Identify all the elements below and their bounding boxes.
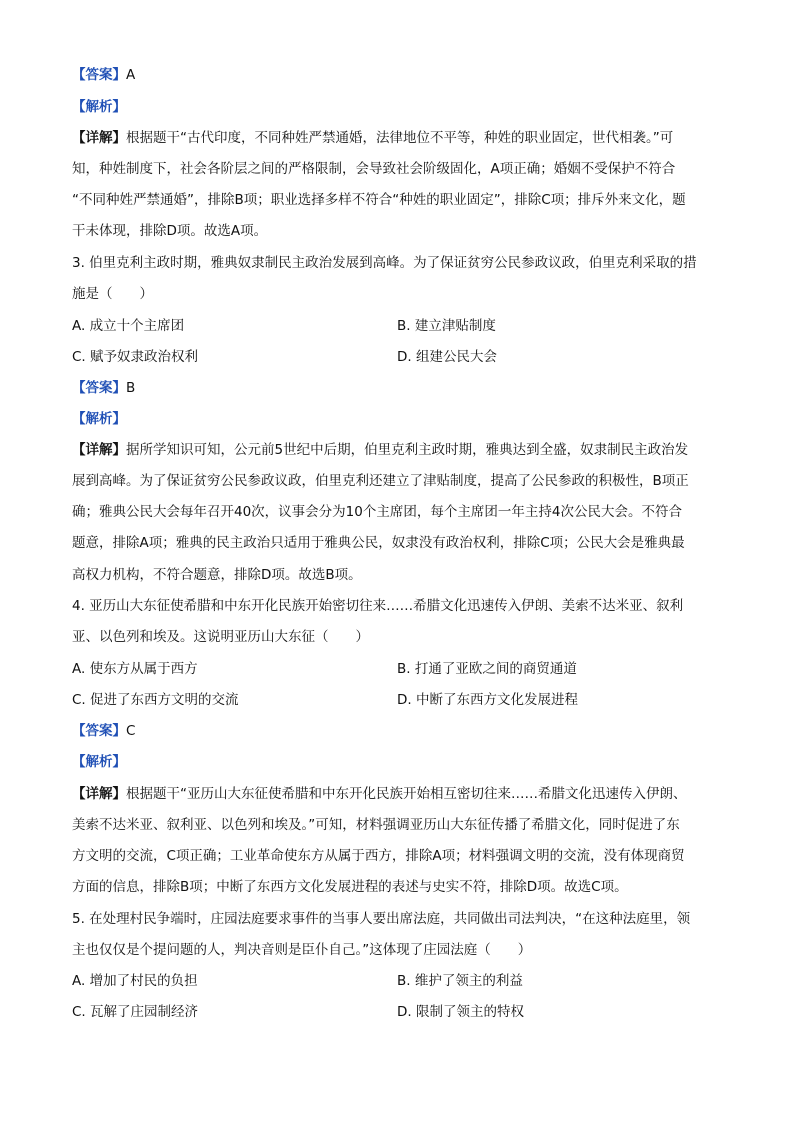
answer-value: C xyxy=(126,723,136,739)
option-d: D. 限制了领主的特权 xyxy=(397,1004,524,1020)
detail-line: “不同种姓严禁通婚”，排除B项；职业选择多样不符合“种姓的职业固定”，排除C项；排斥外来文化，题 xyxy=(72,192,686,208)
answer-line xyxy=(72,721,135,741)
option-c: C. 赋予奴隶政治权利 xyxy=(72,349,199,365)
analysis-label: 【解析】 xyxy=(72,99,126,115)
detail-line: 知，种姓制度下，社会各阶层之间的严格限制，会导致社会阶级固化，A项正确；婚姻不受保护不符合 xyxy=(72,161,676,177)
answer-line xyxy=(72,378,135,398)
option-b: B. 建立津贴制度 xyxy=(397,318,496,334)
option-c: C. 瓦解了庄园制经济 xyxy=(72,1004,199,1020)
option-a: A. 增加了村民的负担 xyxy=(72,973,198,989)
option-b: B. 维护了领主的利益 xyxy=(397,973,523,989)
answer-label: 【答案】 xyxy=(72,723,126,739)
option-b: B. 打通了亚欧之间的商贸通道 xyxy=(397,661,577,677)
answer-value: B xyxy=(126,380,136,396)
option-c: C. 促进了东西方文明的交流 xyxy=(72,692,239,708)
question-stem: 亚、以色列和埃及。这说明亚历山大东征（ ） xyxy=(72,629,369,645)
detail-label: 【详解】 xyxy=(72,442,126,458)
detail-line: 美索不达米亚、叙利亚、以色列和埃及。”可知，材料强调亚历山大东征传播了希腊文化，同时促进了东 xyxy=(72,817,680,833)
option-a: A. 使东方从属于西方 xyxy=(72,661,198,677)
detail-label: 【详解】 xyxy=(72,130,126,146)
option-a: A. 成立十个主席团 xyxy=(72,318,185,334)
question-stem: 4. 亚历山大东征使希腊和中东开化民族开始密切往来……希腊文化迅速传入伊朗、美索不达米亚、叙利 xyxy=(72,598,684,614)
option-d: D. 组建公民大会 xyxy=(397,349,497,365)
answer-line xyxy=(72,65,135,85)
detail-line: 干未体现，排除D项。故选A项。 xyxy=(72,223,268,239)
detail-line: 高权力机构，不符合题意，排除D项。故选B项。 xyxy=(72,567,362,583)
question-stem: 主也仅仅是个提问题的人，判决音则是臣仆自己。”这体现了庄园法庭（ ） xyxy=(72,942,532,958)
option-d: D. 中断了东西方文化发展进程 xyxy=(397,692,578,708)
detail-line: 【详解】据所学知识可知，公元前5世纪中后期，伯里克利主政时期，雅典达到全盛，奴隶制民主政治发 xyxy=(72,442,689,458)
detail-line: 展到高峰。为了保证贫穷公民参政议政，伯里克利还建立了津贴制度，提高了公民参政的积极性，B项正 xyxy=(72,473,689,489)
detail-line: 【详解】根据题干“古代印度，不同种姓严禁通婚，法律地位不平等，种姓的职业固定，世代相袭。”可 xyxy=(72,130,674,146)
answer-label: 【答案】 xyxy=(72,380,126,396)
analysis-label: 【解析】 xyxy=(72,411,126,427)
analysis-label: 【解析】 xyxy=(72,754,126,770)
question-stem: 3. 伯里克利主政时期，雅典奴隶制民主政治发展到高峰。为了保证贫穷公民参政议政，伯里克利采取的措 xyxy=(72,255,697,271)
detail-line: 确；雅典公民大会每年召开40次，议事会分为10个主席团，每个主席团一年主持4次公民大会。不符合 xyxy=(72,504,682,520)
detail-line: 题意，排除A项；雅典的民主政治只适用于雅典公民，奴隶没有政治权利，排除C项；公民大会是雅典最 xyxy=(72,535,685,551)
detail-label: 【详解】 xyxy=(72,786,126,802)
answer-value: A xyxy=(126,67,136,83)
answer-label: 【答案】 xyxy=(72,67,126,83)
question-stem: 5. 在处理村民争端时，庄园法庭要求事件的当事人要出席法庭，共同做出司法判决，“在这种法庭里，领 xyxy=(72,911,691,927)
detail-line: 方面的信息，排除B项；中断了东西方文化发展进程的表述与史实不符，排除D项。故选C项。 xyxy=(72,879,628,895)
question-stem: 施是（ ） xyxy=(72,286,153,302)
detail-line: 【详解】根据题干“亚历山大东征使希腊和中东开化民族开始相互密切往来……希腊文化迅速传入伊朗、 xyxy=(72,786,687,802)
detail-line: 方文明的交流，C项正确；工业革命使东方从属于西方，排除A项；材料强调文明的交流，没有体现商贸 xyxy=(72,848,685,864)
